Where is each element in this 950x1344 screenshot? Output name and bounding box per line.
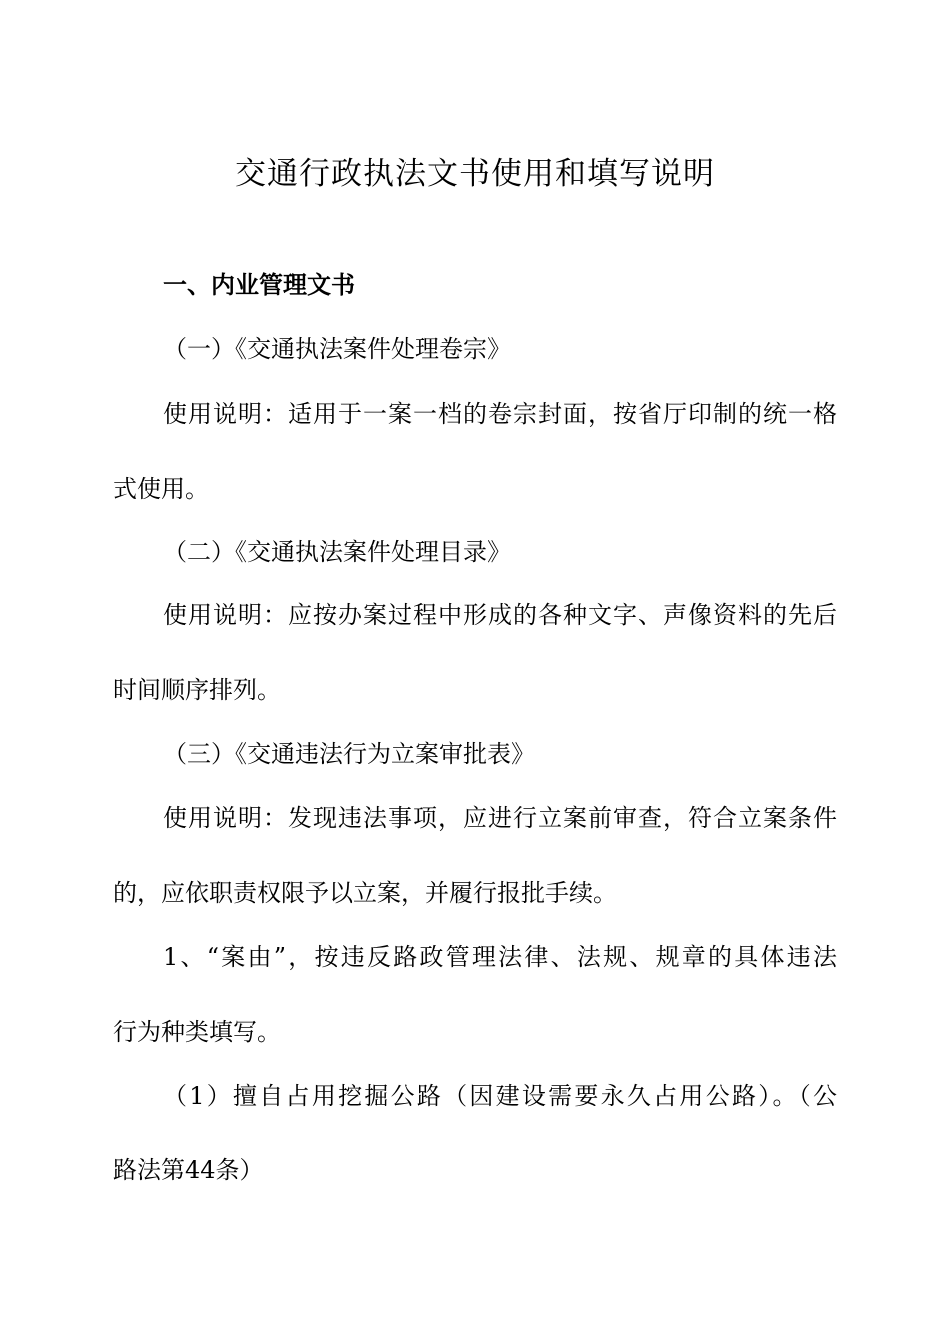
paragraph-line: 行为种类填写。: [113, 1018, 281, 1046]
subsection-heading-case-file: （一）《交通执法案件处理卷宗》: [163, 335, 511, 363]
subsection-heading-filing-approval: （三）《交通违法行为立案审批表》: [163, 740, 535, 768]
paragraph-line: 式使用。: [113, 475, 209, 503]
paragraph-line: 使用说明：发现违法事项，应进行立案前审查，符合立案条件: [163, 804, 837, 832]
subsection-heading-case-catalog: （二）《交通执法案件处理目录》: [163, 538, 511, 566]
paragraph-line: 使用说明：适用于一案一档的卷宗封面，按省厅印制的统一格: [163, 400, 837, 428]
paragraph-line: （1）擅自占用挖掘公路（因建设需要永久占用公路）。（公: [163, 1082, 837, 1110]
section-heading-internal-management: 一、内业管理文书: [163, 271, 355, 299]
paragraph-line: 路法第44条）: [113, 1156, 264, 1184]
paragraph-line: 时间顺序排列。: [113, 676, 281, 704]
paragraph-line: 的，应依职责权限予以立案，并履行报批手续。: [113, 879, 617, 907]
paragraph-line: 1、“案由”，按违反路政管理法律、法规、规章的具体违法: [163, 943, 837, 971]
document-title: 交通行政执法文书使用和填写说明: [235, 156, 715, 192]
paragraph-line: 使用说明：应按办案过程中形成的各种文字、声像资料的先后: [163, 601, 837, 629]
